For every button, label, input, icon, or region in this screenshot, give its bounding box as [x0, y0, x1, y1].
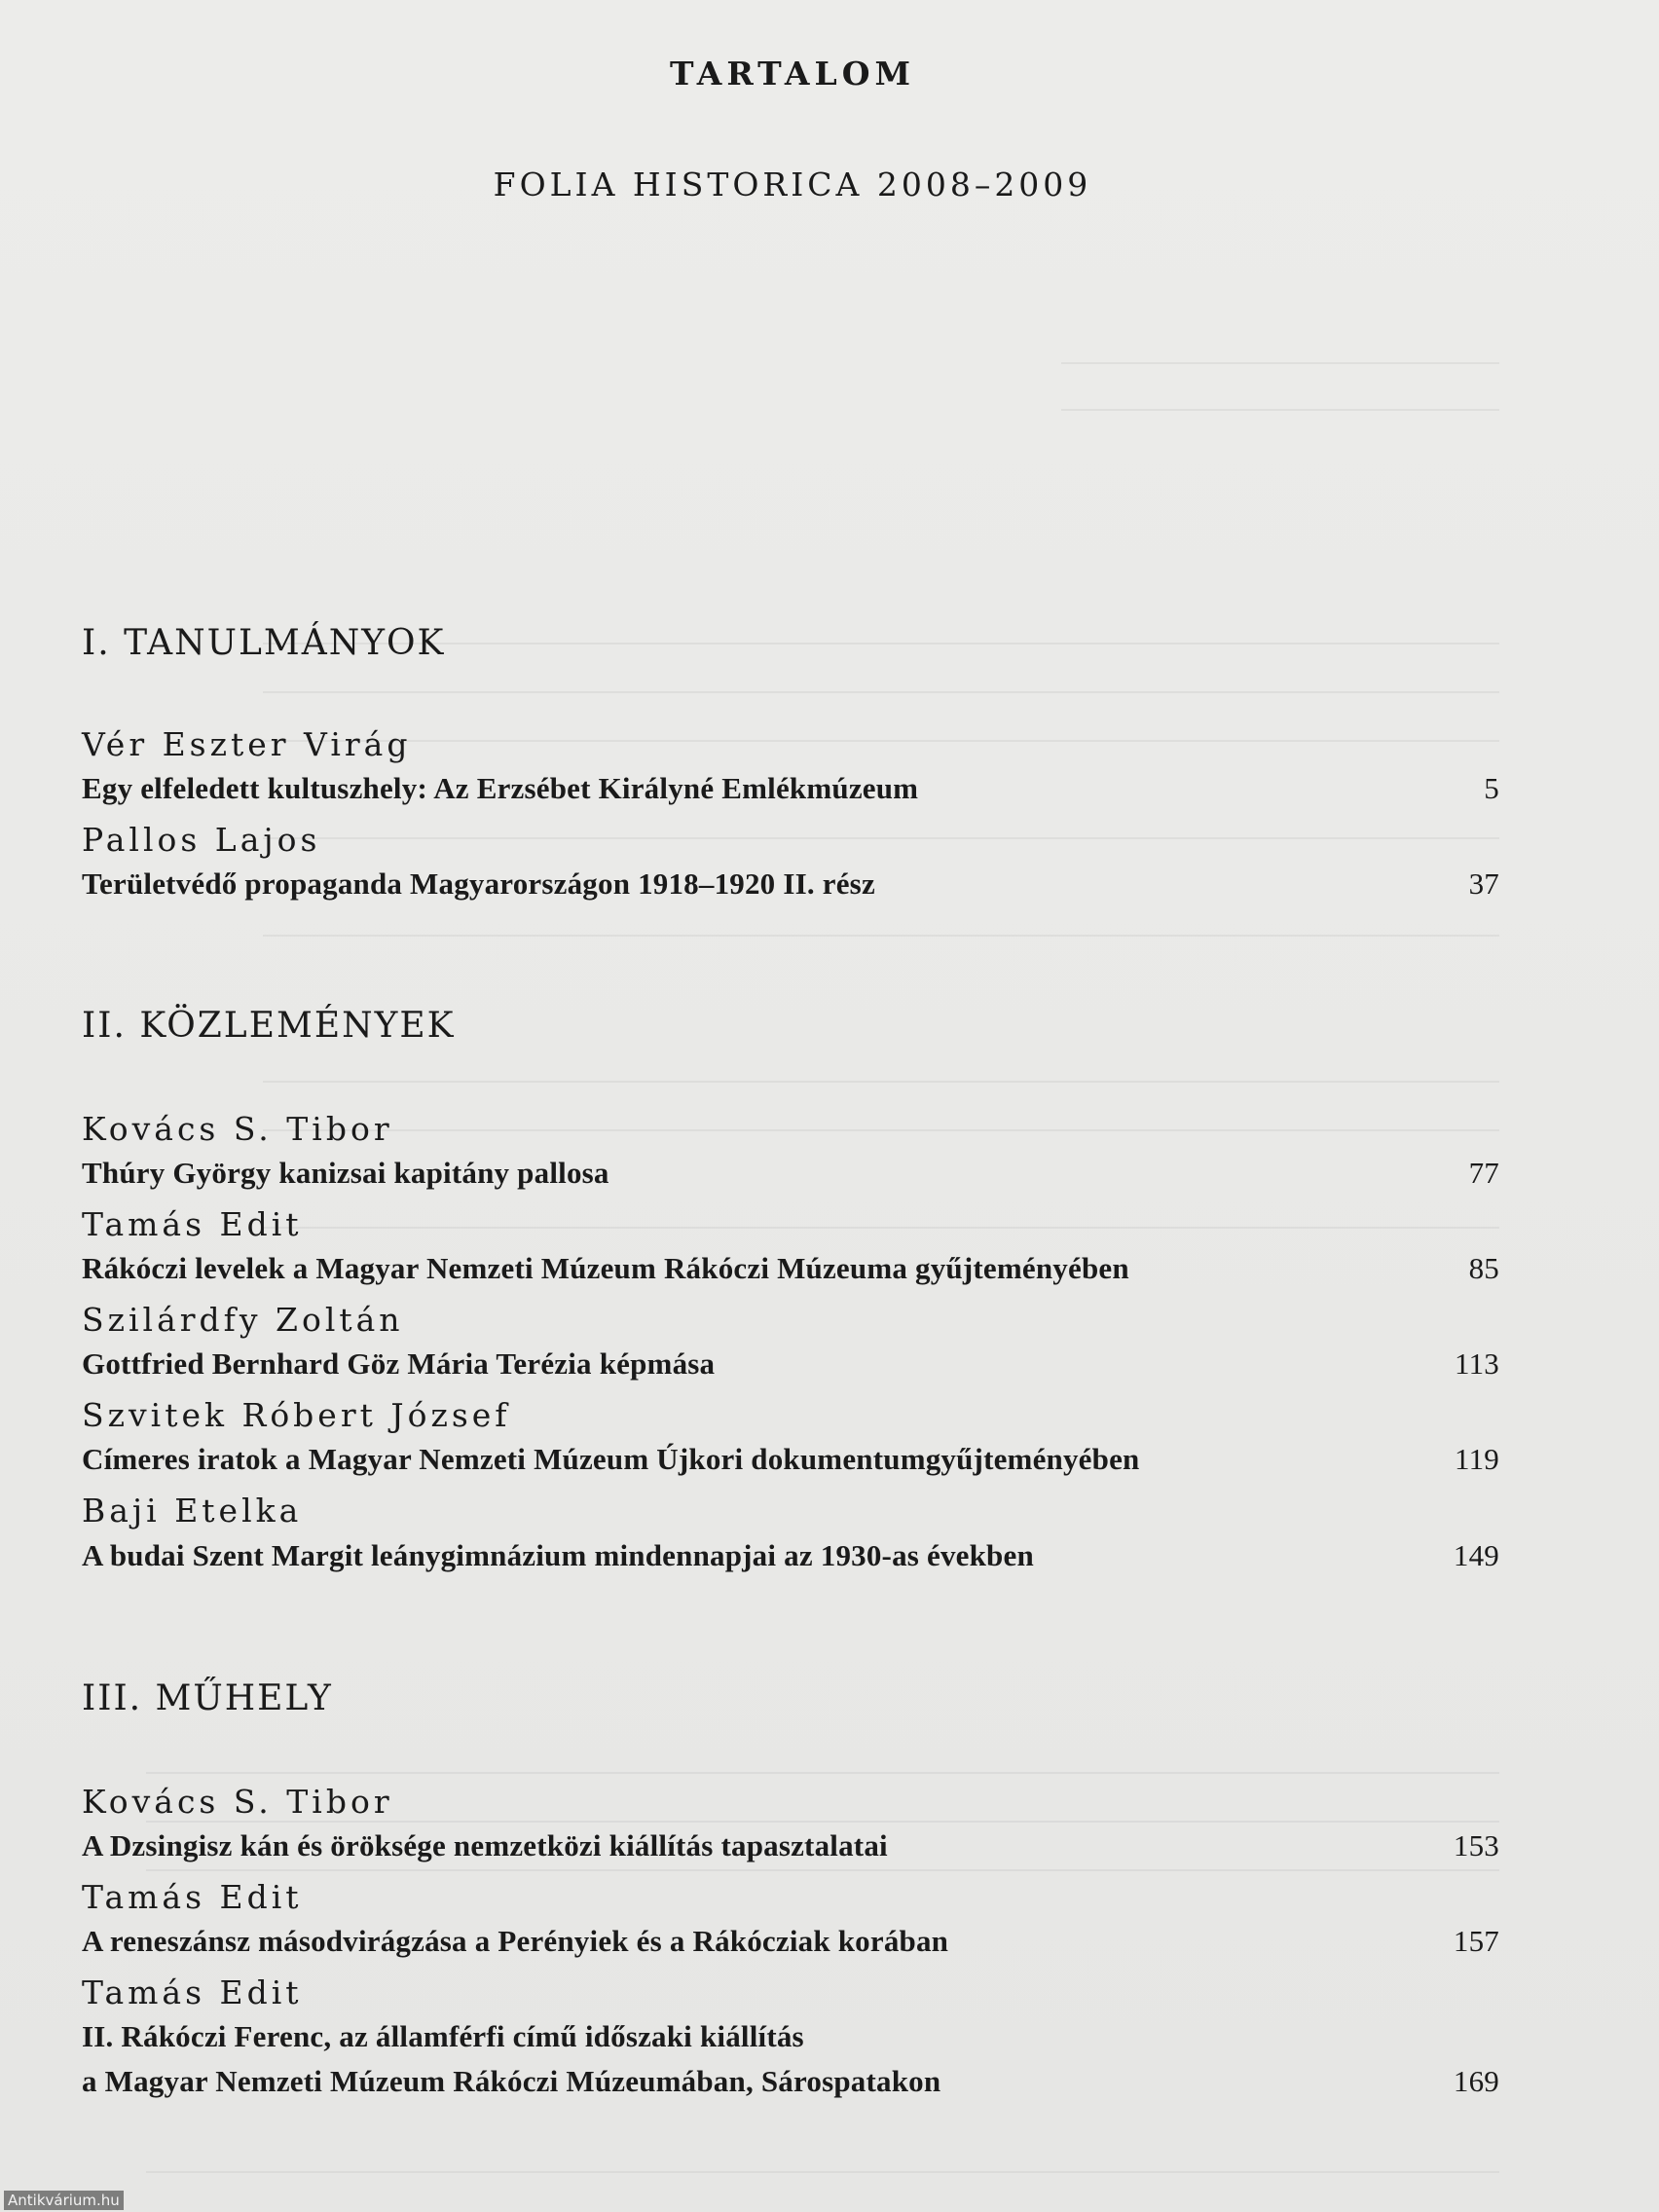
bleed-through-line — [146, 1772, 1499, 1774]
entry-title: A budai Szent Margit leánygimnázium mindennapjai az 1930-as években — [82, 1538, 1034, 1572]
bleed-through-line — [1061, 409, 1499, 411]
toc-entry[interactable] — [82, 1346, 1499, 1382]
entry-title: Thúry György kanizsai kapitány pallosa — [82, 1156, 609, 1190]
entry-title: Rákóczi levelek a Magyar Nemzeti Múzeum Rákóczi Múzeuma gyűjteményében — [82, 1251, 1129, 1285]
entry-title-continuation: a Magyar Nemzeti Múzeum Rákóczi Múzeumában, Sárospatakon — [82, 2064, 941, 2098]
entry-page-number: 157 — [1453, 1924, 1499, 1958]
toc-entry[interactable] — [82, 2019, 1499, 2099]
entry-page-number: 149 — [1453, 1538, 1499, 1572]
entry-page-number: 153 — [1453, 1828, 1499, 1862]
entry-page-number: 85 — [1468, 1251, 1499, 1285]
section-heading: II. KÖZLEMÉNYEK — [82, 1006, 456, 1046]
entry-author: Kovács S. Tibor — [82, 1110, 393, 1148]
entry-title: Gottfried Bernhard Göz Mária Terézia képmása — [82, 1346, 716, 1381]
entry-title: A reneszánsz másodvirágzása a Perényiek és a Rákócziak korában — [82, 1924, 949, 1958]
entry-author: Kovács S. Tibor — [82, 1783, 393, 1821]
entry-page-number: 169 — [1453, 2064, 1499, 2098]
entry-title: A Dzsingisz kán és öröksége nemzetközi kiállítás tapasztalatai — [82, 1828, 888, 1862]
toc-entry[interactable] — [82, 1251, 1499, 1286]
entry-title: Címeres iratok a Magyar Nemzeti Múzeum Újkori dokumentumgyűjteményében — [82, 1442, 1140, 1476]
entry-page-number: 119 — [1455, 1442, 1499, 1476]
bleed-through-line — [263, 1227, 1499, 1229]
bleed-through-line — [263, 740, 1499, 742]
entry-author: Vér Eszter Virág — [82, 725, 412, 763]
toc-entry[interactable] — [82, 1156, 1499, 1191]
section-heading: III. MŰHELY — [82, 1678, 333, 1718]
bleed-through-line — [263, 1129, 1499, 1131]
entry-page-number: 37 — [1468, 866, 1499, 901]
bleed-through-line — [146, 2171, 1499, 2173]
bleed-through-line — [1061, 362, 1499, 364]
bleed-through-line — [263, 935, 1499, 937]
bleed-through-line — [146, 1869, 1499, 1871]
watermark-label: Antikvárium.hu — [4, 2191, 124, 2210]
entry-author: Tamás Edit — [82, 1878, 303, 1916]
entry-author: Tamás Edit — [82, 1973, 303, 2011]
bleed-through-line — [263, 643, 1499, 645]
entry-author: Baji Etelka — [82, 1492, 303, 1530]
bleed-through-line — [263, 691, 1499, 693]
journal-subtitle: FOLIA HISTORICA 2008–2009 — [493, 166, 1092, 203]
entry-page-number: 5 — [1484, 771, 1499, 805]
toc-entry[interactable] — [82, 1442, 1499, 1477]
entry-title: Területvédő propaganda Magyarországon 1918–1920 II. rész — [82, 866, 875, 901]
toc-entry[interactable] — [82, 1538, 1499, 1573]
section-heading: I. TANULMÁNYOK — [82, 623, 446, 663]
entry-author: Szvitek Róbert József — [82, 1396, 511, 1434]
entry-author: Szilárdfy Zoltán — [82, 1301, 404, 1339]
toc-entry[interactable] — [82, 1924, 1499, 1959]
entry-author: Tamás Edit — [82, 1205, 303, 1243]
entry-title: Egy elfeledett kultuszhely: Az Erzsébet Királyné Emlékmúzeum — [82, 771, 919, 805]
entry-page-number: 77 — [1468, 1156, 1499, 1190]
bleed-through-line — [263, 1081, 1499, 1083]
bleed-through-line — [146, 1821, 1499, 1823]
page-title: TARTALOM — [669, 55, 916, 92]
entry-page-number: 113 — [1455, 1346, 1499, 1381]
toc-entry[interactable] — [82, 1828, 1499, 1863]
entry-author: Pallos Lajos — [82, 821, 321, 859]
toc-entry[interactable] — [82, 771, 1499, 806]
bleed-through-line — [263, 837, 1499, 839]
toc-entry[interactable] — [82, 866, 1499, 902]
entry-title: II. Rákóczi Ferenc, az államférfi című időszaki kiállítás — [82, 2019, 804, 2053]
